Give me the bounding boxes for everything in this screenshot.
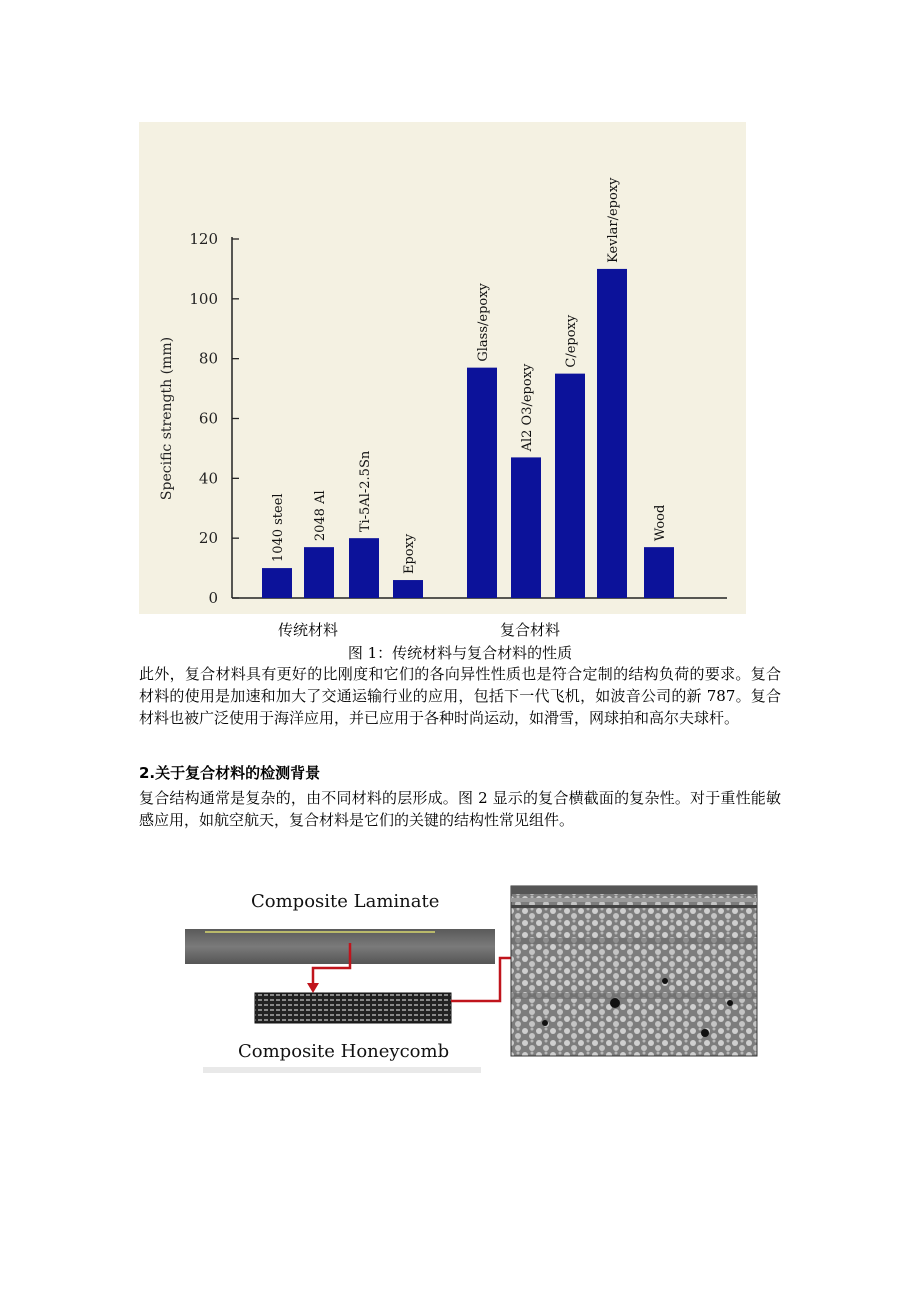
paragraph-composite-structure: 复合结构通常是复杂的，由不同材料的层形成。图 2 显示的复合横截面的复杂性。对于重性能敏感应用，如航空航天，复合材料是它们的关键的结构性常见组件。 [139,789,781,829]
y-axis-label: Specific strength (mm) [159,336,175,501]
y-tick-label: 20 [198,529,218,548]
cross-section-micrograph [511,886,757,1056]
composite-cross-section-figure [185,883,760,1076]
y-tick-label: 80 [198,349,218,368]
category-label-2: Ti-5Al-2.5Sn [358,450,373,533]
category-label-8: Wood [653,504,668,542]
bar-8 [644,547,674,598]
paragraph-composites-benefits: 此外，复合材料具有更好的比刚度和它们的各向异性性质也是符合定制的结构负荷的要求。复合材料的使用是加速和加大了交通运输行业的应用，包括下一代飞机，如波音公司的新 787。复合材料也被广泛使用于海洋应用，并已应用于各种时尚运动，如滑雪，网球拍和高尔夫球杆。 [139,665,781,727]
chart-canvas [139,122,746,614]
bar-1 [304,547,334,598]
category-label-5: Al2 O3/epoxy [520,363,535,452]
category-label-4: Glass/epoxy [476,283,491,362]
section-heading-inspection-background: 2.关于复合材料的检测背景 [139,764,321,782]
specific-strength-chart [139,122,746,614]
bar-5 [511,457,541,598]
y-tick-label: 60 [198,409,218,428]
group-label-traditional: 传统材料 [278,621,339,639]
y-tick-label: 100 [189,289,218,308]
bar-2 [349,538,379,598]
category-label-0: 1040 steel [271,493,286,563]
category-label-1: 2048 Al [313,490,328,542]
y-tick-label: 0 [208,589,218,607]
group-label-composite: 复合材料 [500,621,561,639]
bar-7 [597,269,627,598]
category-label-7: Kevlar/epoxy [606,177,621,263]
bar-6 [555,374,585,598]
laminate-label: Composite Laminate [251,891,440,912]
honeycomb-label: Composite Honeycomb [238,1041,450,1062]
honeycomb-block [255,993,451,1023]
category-label-6: C/epoxy [564,314,579,368]
bar-0 [262,568,292,598]
bar-3 [393,580,423,598]
bar-4 [467,368,497,598]
y-tick-label: 120 [189,230,218,248]
figure1-caption: 图 1：传统材料与复合材料的性质 [347,644,573,662]
y-tick-label: 40 [198,469,218,488]
category-label-3: Epoxy [402,533,417,575]
laminate-strip [185,929,495,964]
